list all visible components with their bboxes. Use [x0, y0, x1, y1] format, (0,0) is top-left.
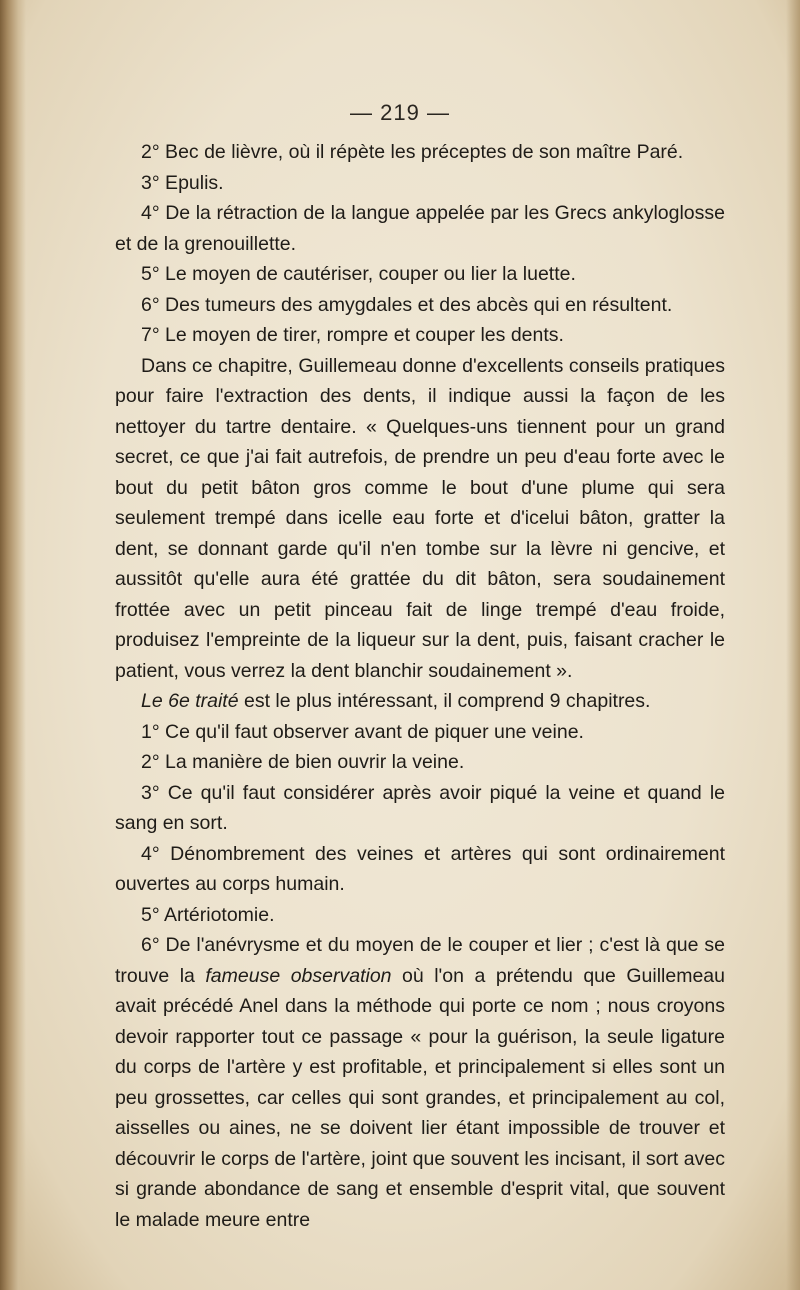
- paragraph: [115, 686, 725, 717]
- list-item: 3° Ce qu'il faut considérer après avoir piqué la veine et quand le sang en sort.: [115, 781, 725, 834]
- list-item: 5° Artériotomie.: [141, 903, 275, 926]
- paragraph: Dans ce chapitre, Guillemeau donne d'excellents conseils pratiques pour faire l'extraction des dents, il indique aussi la façon de les nettoyer du tartre dentaire. « Quelques-uns tiennent pour un grand secret, ce que j'ai fait autrefois, de prendre un peu d'eau forte avec le bout du petit bâton gros comme le bout d'une plume qui sera seulement trempé dans icelle eau forte et d'icelui bâton, gratter la dent, se donnant garde qu'il n'en tombe sur la lèvre ni gencive, et aussitôt qu'elle aura été grattée du dit bâton, sera soudainement frottée avec un petit pinceau fait de linge trempé d'eau froide, produisez l'empreinte de la liqueur sur la dent, puis, faisant cracher le patient, vous verrez la dent blanchir soudainement ».: [115, 354, 725, 682]
- list-item: 6° Des tumeurs des amygdales et des abcès qui en résultent.: [141, 293, 673, 316]
- list-item: 1° Ce qu'il faut observer avant de piquer une veine.: [141, 720, 584, 743]
- list-item: 2° La manière de bien ouvrir la veine.: [141, 751, 465, 773]
- page-number: — 219 —: [350, 100, 450, 125]
- paragraph-text: 6° De l'anévrysme et du moyen de le couper et lier ; c'est là que se trouve la: [115, 934, 725, 987]
- paragraph-text: est le plus intéressant, il comprend 9 chapitres.: [238, 690, 651, 712]
- list-item: 2° Bec de lièvre, où il répète les préceptes de son maître Paré.: [141, 141, 684, 163]
- page-right-edge-shadow: [786, 0, 800, 1290]
- list-item: [115, 930, 725, 1235]
- paragraph-text: où l'on a prétendu que Guillemeau avait précédé Anel dans la méthode qui porte ce nom ; nous croyons devoir rapporter tout ce passage « pour la guérison, la seule ligature du corps de l'artère y est profitable, et principalement si elles sont un peu grossettes, car celles qui sont grandes, et principalement au col, aisselles ou aines, ne se doivent lier étant impossible de trouver et découvrir le corps de l'artère, joint que souvent les incisant, il sort avec si grande abondance de sang et ensemble d'esprit vital, que souvent le malade meure entre: [115, 964, 725, 1231]
- body-text: [115, 137, 725, 1235]
- italic-text: fameuse observation: [205, 964, 392, 987]
- list-item: 3° Epulis.: [141, 171, 224, 194]
- italic-text: Le 6e traité: [141, 690, 239, 712]
- list-item: 4° Dénombrement des veines et artères qui sont ordinairement ouvertes au corps humain.: [115, 842, 725, 895]
- list-item: 7° Le moyen de tirer, rompre et couper les dents.: [141, 324, 564, 346]
- list-item: 5° Le moyen de cautériser, couper ou lier la luette.: [141, 263, 576, 285]
- list-item: 4° De la rétraction de la langue appelée par les Grecs ankyloglosse et de la grenouillette.: [115, 202, 725, 255]
- page-left-edge-shadow: [0, 0, 26, 1290]
